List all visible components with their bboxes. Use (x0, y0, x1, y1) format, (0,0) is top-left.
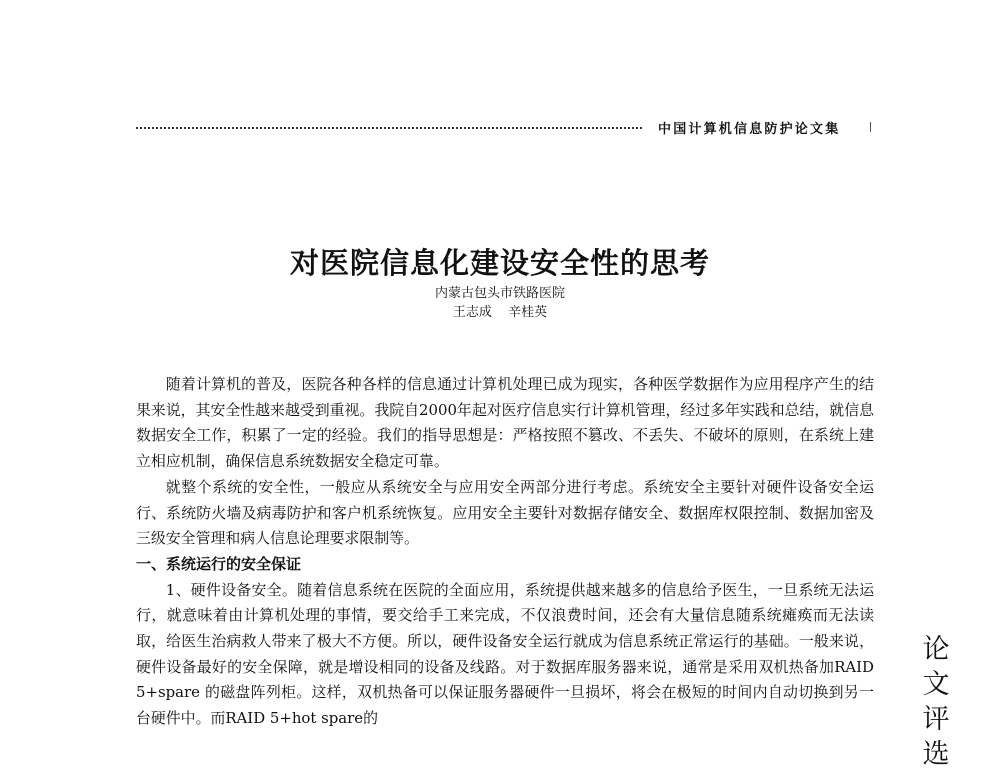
journal-header: 中国计算机信息防护论文集 (658, 122, 841, 137)
hardware-security-paragraph: 1、硬件设备安全。随着信息系统在医院的全面应用，系统提供越来越多的信息给予医生，一旦系统无法运行，就意味着由计算机处理的事情，要交给手工来完成，不仅浪费时间，还会有大量信息随系统瘫痪而无法读取，给医生治病救人带来了极大不方便。所以，硬件设备安全运行就成为信息系统正常运行的基础。一般来说，硬件设备最好的安全保障，就是增设相同的设备及线路。对于数据库服务器来说，通常是采用双机热备加RAID 5+spare 的磁盘阵列柜。这样，双机热备可以保证服务器硬件一旦损坏，将会在极短的时间内自动切换到另一台硬件中。而RAID 5+hot spare的 (136, 580, 874, 728)
intro-paragraph: 随着计算机的普及，医院各种各样的信息通过计算机处理已成为现实，各种医学数据作为应用程序产生的结果来说，其安全性越来越受到重视。我院自2000年起对医疗信息实行计算机管理，经过多年实践和总结，就信息数据安全工作，积累了一定的经验。我们的指导思想是：严格按照不篡改、不丢失、不破坏的原则，在系统上建立相应机制，确保信息系统数据安全稳定可靠。 (136, 375, 874, 471)
side-label-char: 选 (922, 739, 950, 770)
paper-title: 对医院信息化建设安全性的思考 (289, 246, 710, 281)
side-label-char: 评 (922, 704, 950, 735)
author-2: 辛桂英 (508, 305, 548, 320)
author-affiliation: 内蒙古包头市铁路医院 (434, 286, 565, 301)
scope-paragraph: 就整个系统的安全性，一般应从系统安全与应用安全两部分进行考虑。系统安全主要针对硬件设备安全运行、系统防火墙及病毒防护和客户机系统恢复。应用安全主要针对数据存储安全、数据库权限控制、数据加密及三级安全管理和病人信息论理要求限制等。 (136, 477, 874, 548)
side-label-char: 论 (922, 634, 950, 665)
article-body (136, 372, 874, 732)
side-label-char: 文 (922, 669, 950, 700)
author-names (0, 301, 1000, 320)
header-edge-mark (870, 122, 871, 132)
author-1: 王志成 (452, 305, 492, 320)
side-section-label (916, 632, 956, 772)
section-heading: 一、系统运行的安全保证 (136, 554, 302, 573)
header-dotted-rule (136, 127, 642, 129)
